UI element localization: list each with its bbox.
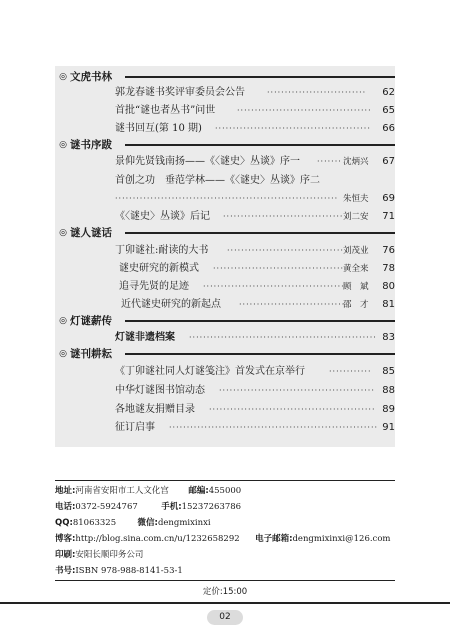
entry-author: 沈炳兴 [343,157,369,167]
entry-page: 69 [382,193,395,204]
phone: 0372-5924767 [75,502,138,512]
leader-dots: ····················································· [189,333,377,342]
email[interactable]: dengmixinxi@126.com [292,534,391,544]
leader-dots: ·································· [223,212,344,221]
section-heading [58,314,112,328]
footer-rule [0,602,450,604]
entry-title: 谜史研究的新模式 [119,263,199,274]
printer-line: 印刷:安阳长顺印务公司 [55,550,144,560]
section-heading [58,226,112,240]
entry-title: 征订启事 [115,422,155,433]
entry-page: 65 [382,105,395,116]
entry-author: 黄全来 [343,264,369,274]
toc-entry[interactable] [115,155,395,169]
price-line: 定价:15:00 [202,587,248,597]
toc-entry[interactable] [115,365,395,379]
entry-page: 71 [382,211,395,222]
entry-page: 67 [382,156,395,167]
entry-title: 灯谜非遗档案 [115,332,175,343]
toc-entry[interactable] [115,384,395,398]
section-rule [125,320,395,322]
section-rule [125,76,395,78]
entry-title: 首创之功 垂范学林——《〈谜史〉丛谈》序二 [115,175,320,186]
entry-page: 85 [382,366,395,377]
isbn: ISBN 978-988-8141-53-1 [75,566,183,576]
toc-entry[interactable] [115,174,395,188]
address: 河南省安阳市工人文化宫 [75,486,169,496]
toc-entry[interactable] [121,298,395,312]
entry-author: 刘二安 [343,212,369,222]
toc-entry[interactable] [115,331,395,345]
qq: 81063325 [72,518,117,528]
entry-title: 近代谜史研究的新起点 [121,299,221,310]
entry-page: 78 [382,263,395,274]
leader-dots: ······································ [237,106,372,115]
leader-dots: ············ [329,367,372,376]
section-title: 灯谜薪传 [70,315,112,327]
blog-url[interactable]: http://blog.sina.com.cn/u/1232658292 [75,534,240,544]
section-heading [58,70,112,84]
price: 15:00 [222,587,248,597]
section-heading [58,347,112,361]
entry-title: 追寻先贤的足迹 [119,281,189,292]
entry-title: 《〈谜史〉丛谈》后记 [115,211,210,222]
circle-bullet-icon: ◎ [59,140,67,150]
entry-author: 顾 斌 [343,282,369,292]
entry-title: 首批“谜也者丛书”问世 [115,105,216,116]
section-title: 谜刊耕耘 [70,348,112,360]
postcode: 455000 [208,486,242,496]
info-divider [55,580,395,581]
entry-title: 各地谜友捐赠目录 [115,404,195,415]
leader-dots: ································· [227,246,344,255]
entry-author: 刘茂业 [343,246,369,256]
blog-line: 博客:http://blog.sina.com.cn/u/1232658292 电子邮箱:dengmixinxi@126.com [55,534,391,544]
toc-entry[interactable] [119,280,395,294]
entry-title: 《丁卯谜社同人灯谜笺注》首发式在京举行 [115,366,305,377]
section-rule [125,353,395,355]
section-title: 谜书序跋 [70,139,112,151]
entry-page: 81 [382,299,395,310]
entry-title: 中华灯谜图书馆动态 [115,385,205,396]
address-line: 地址:河南省安阳市工人文化宫 邮编:455000 [55,486,242,496]
circle-bullet-icon: ◎ [59,72,67,82]
info-divider [55,480,395,481]
toc-entry[interactable] [115,122,395,136]
leader-dots: ··············································· [209,405,376,414]
entry-title: 谜书回互(第 10 期) [115,123,202,134]
entry-title: 景仰先贤钱南扬——《〈谜史〉丛谈》序一 [115,156,300,167]
leader-dots: ········································ [203,282,345,291]
entry-author: 邵 才 [343,300,369,310]
leader-dots: ······························································· [115,194,339,203]
printer: 安阳长顺印务公司 [75,550,144,560]
entry-page: 80 [382,281,395,292]
entry-page: 89 [382,404,395,415]
leader-dots: ······························ [239,300,346,309]
entry-page: 83 [382,332,395,343]
leader-dots: ······· [317,157,342,166]
qq-line: QQ:81063325 微信:dengmixinxi [55,518,211,528]
phone-line: 电话:0372-5924767 手机:15237263786 [55,502,242,512]
toc-entry-continued[interactable] [115,192,395,206]
table-of-contents [55,66,395,447]
entry-title: 丁卯谜社:耐读的大书 [115,245,209,256]
circle-bullet-icon: ◎ [59,228,67,238]
section-title: 文虎书林 [70,71,112,83]
entry-page: 91 [382,422,395,433]
entry-page: 62 [382,87,395,98]
toc-entry[interactable] [115,104,395,118]
entry-page: 66 [382,123,395,134]
leader-dots: ············································ [215,124,371,133]
toc-entry[interactable] [115,244,395,258]
leader-dots: ············································ [219,386,375,395]
isbn-line: 书号:ISBN 978-988-8141-53-1 [55,566,183,576]
toc-entry[interactable] [115,403,395,417]
wechat: dengmixinxi [157,518,211,528]
section-title: 谜人谜话 [70,227,112,239]
entry-page: 76 [382,245,395,256]
mobile: 15237263786 [181,502,242,512]
toc-entry[interactable] [115,86,395,100]
toc-entry[interactable] [115,421,395,435]
section-heading [58,138,112,152]
entry-page: 88 [382,385,395,396]
circle-bullet-icon: ◎ [59,316,67,326]
entry-author: 朱恒夫 [343,194,369,204]
section-rule [125,232,395,234]
leader-dots: ··························································· [169,423,379,432]
circle-bullet-icon: ◎ [59,349,67,359]
leader-dots: ····································· [213,264,345,273]
page-number: 02 [207,610,243,625]
entry-title: 郭龙春谜书奖评审委员会公告 [115,87,245,98]
leader-dots: ···························· [267,88,367,97]
toc-entry[interactable] [119,262,395,276]
toc-entry[interactable] [115,210,395,224]
section-rule [125,144,395,146]
